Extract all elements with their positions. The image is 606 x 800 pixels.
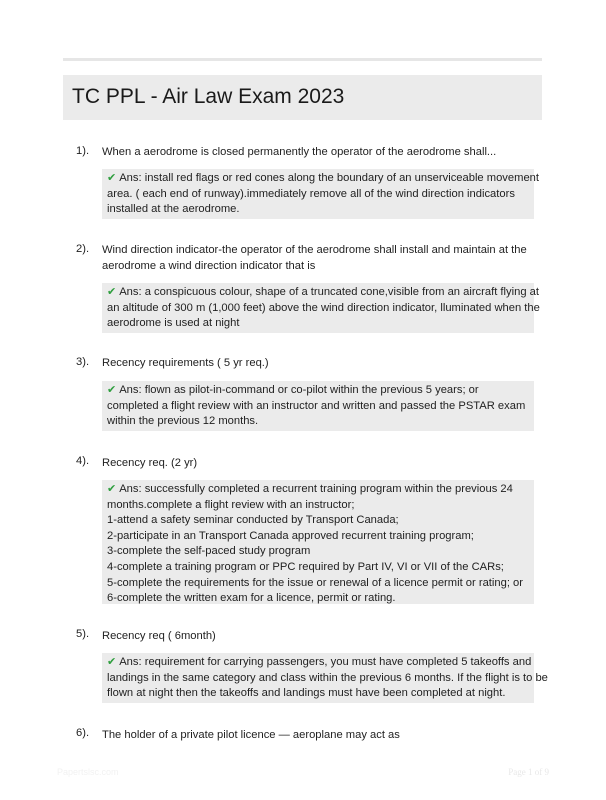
answer-box (102, 381, 534, 431)
question-number: 6). (76, 727, 90, 739)
answer-line: aerodrome is used at night (107, 317, 240, 330)
title-banner (63, 75, 542, 120)
answer-box (102, 653, 548, 703)
answer-line: landings in the same category and class within the previous 6 months. If the flight is to be (107, 671, 548, 684)
question-number: 3). (76, 356, 90, 368)
answer-line: flown at night then the takeoffs and landings must have been completed at night. (107, 687, 506, 700)
answer-line: completed a flight review with an instructor and written and passed the PSTAR exam (107, 399, 526, 412)
answer-line: 2-participate in an Transport Canada approved recurrent training program; (107, 529, 474, 542)
answer-line: 4-complete a training program or PPC required by Part IV, VI or VII of the CARs; (107, 560, 504, 573)
question-number: 2). (76, 243, 90, 255)
answer-line: 3-complete the self-paced study program (107, 545, 311, 558)
answer-box (102, 480, 534, 604)
checkmark-icon: ✔ (107, 656, 117, 668)
top-divider (63, 58, 542, 61)
answer-line: 5-complete the requirements for the issue or renewal of a licence permit or rating; or (107, 576, 523, 589)
question-number: 1). (76, 145, 90, 157)
question-text: Wind direction indicator-the operator of the aerodrome shall install and maintain at the aerodrome a wind direction indicator that is (102, 244, 527, 272)
answer-line: months.complete a flight review with an instructor; (107, 498, 355, 511)
question-text: Recency requirements ( 5 yr req.) (102, 357, 269, 369)
answer-line: ✔ Ans: flown as pilot-in-command or co-pilot within the previous 5 years; or (107, 383, 529, 399)
question-text: The holder of a private pilot licence — aeroplane may act as (102, 729, 400, 741)
checkmark-icon: ✔ (107, 384, 117, 396)
footer-watermark: Papertslsc.com (57, 767, 119, 777)
answer-line: area. ( each end of runway).immediately remove all of the wind direction indicators (107, 187, 515, 200)
page-title: TC PPL - Air Law Exam 2023 (72, 85, 345, 108)
answer-box (102, 283, 540, 333)
answer-line: ✔ Ans: successfully completed a recurrent training program within the previous 24 (107, 482, 529, 498)
question-text: When a aerodrome is closed permanently the operator of the aerodrome shall... (102, 146, 497, 158)
answer-line: ✔ Ans: requirement for carrying passengers, you must have completed 5 takeoffs and (107, 655, 529, 671)
answer-line: 1-attend a safety seminar conducted by Transport Canada; (107, 514, 399, 527)
answer-line: within the previous 12 months. (107, 415, 259, 428)
checkmark-icon: ✔ (107, 286, 117, 298)
question-text: Recency req. (2 yr) (102, 457, 198, 469)
answer-line: ✔ Ans: install red flags or red cones along the boundary of an unserviceable movement (107, 171, 529, 187)
question-number: 4). (76, 455, 90, 467)
question-text: Recency req ( 6month) (102, 630, 216, 642)
answer-line: installed at the aerodrome. (107, 203, 240, 216)
question-number: 5). (76, 628, 90, 640)
answer-line: ✔ Ans: a conspicuous colour, shape of a truncated cone,visible from an aircraft flying at (107, 285, 529, 301)
answer-box (102, 169, 539, 219)
page-number: Page 1 of 9 (508, 767, 549, 777)
answer-line: 6-complete the written exam for a licence, permit or rating. (107, 592, 396, 605)
checkmark-icon: ✔ (107, 172, 117, 184)
checkmark-icon: ✔ (107, 483, 117, 495)
answer-line: an altitude of 300 m (1,000 feet) above the wind direction indicator, lluminated when the (107, 301, 540, 314)
